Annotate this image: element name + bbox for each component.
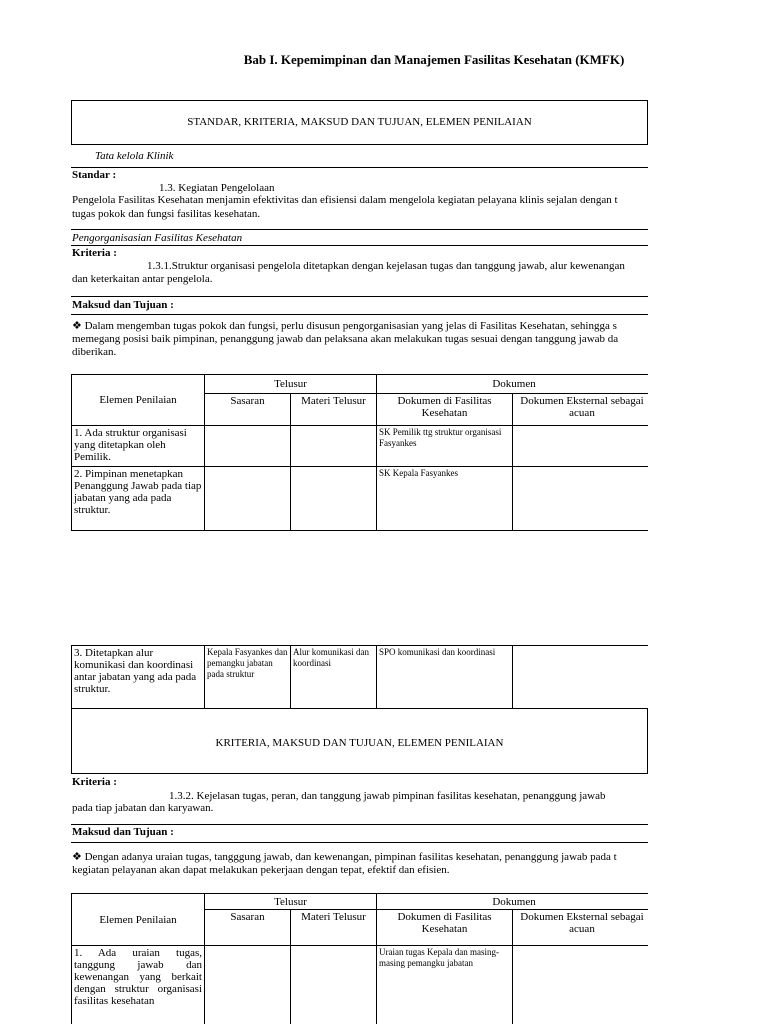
col-dokumen: Dokumen	[377, 894, 649, 910]
eksternal-cell	[513, 646, 649, 709]
kriteria-text-1: 1.3.1.Struktur organisasi pengelola ditetapkan dengan kejelasan tugas dan tanggung jawab, alur kewenangan	[147, 260, 625, 272]
maksud-2-text-1: ❖ Dengan adanya uraian tugas, tangggung jawab, dan kewenangan, pimpinan fasilitas kesehatan, penanggung jawab pada t	[72, 851, 617, 863]
col-dokumen: Dokumen	[377, 375, 649, 394]
maksud-text-2: memegang posisi baik pimpinan, penanggung jawab dan pelaksana akan melakukan tugas sesuai dengan tanggung jawab da	[72, 333, 619, 345]
tata-kelola-heading: Tata kelola Klinik	[95, 150, 174, 162]
col-telusur: Telusur	[205, 894, 377, 910]
maksud-text-1: ❖ Dalam mengemban tugas pokok dan fungsi, perlu disusun pengorganisasian yang jelas di Fasilitas Kesehatan, sehingga s	[72, 320, 617, 332]
section-1-header: STANDAR, KRITERIA, MAKSUD DAN TUJUAN, ELEMEN PENILAIAN	[187, 116, 532, 128]
col-dokumen-fasilitas: Dokumen di Fasilitas Kesehatan	[377, 394, 513, 426]
dokumen-cell: SK Kepala Fasyankes	[377, 467, 513, 531]
col-dokumen-fasilitas: Dokumen di Fasilitas Kesehatan	[377, 910, 513, 946]
section-2-header: KRITERIA, MAKSUD DAN TUJUAN, ELEMEN PENILAIAN	[215, 737, 504, 749]
col-dokumen-eksternal: Dokumen Eksternal sebagai acuan	[513, 910, 649, 946]
document-title: Bab I. Kepemimpinan dan Manajemen Fasilitas Kesehatan (KMFK)	[243, 52, 625, 67]
section-2	[71, 645, 648, 1024]
kriteria-2-text-2: pada tiap jabatan dan karyawan.	[72, 802, 214, 814]
pengorganisasian-heading: Pengorganisasian Fasilitas Kesehatan	[72, 232, 243, 244]
elemen-cell: 1. Ada uraian tugas, tanggung jawab dan kewenangan yang berkait dengan struktur organisasi fasilitas kesehatan	[72, 946, 205, 1024]
eksternal-cell	[513, 426, 649, 467]
elemen-cell: 3. Ditetapkan alur komunikasi dan koordinasi antar jabatan yang ada pada struktur.	[72, 646, 205, 709]
col-telusur: Telusur	[205, 375, 377, 394]
materi-cell	[291, 946, 377, 1024]
sasaran-cell	[205, 426, 291, 467]
table-row	[72, 946, 649, 1024]
col-materi-telusur: Materi Telusur	[291, 394, 377, 426]
sasaran-cell	[205, 946, 291, 1024]
table-row	[72, 646, 649, 709]
elemen-cell: 2. Pimpinan menetapkan Penanggung Jawab pada tiap jabatan yang ada pada struktur.	[72, 467, 205, 531]
table-row	[72, 467, 649, 531]
elemen-penilaian-table-1-continued	[71, 645, 648, 709]
eksternal-cell	[513, 467, 649, 531]
elemen-penilaian-table-1	[71, 374, 648, 531]
maksud-label: Maksud dan Tujuan :	[72, 299, 174, 311]
materi-cell: Alur komunikasi dan koordinasi	[291, 646, 377, 709]
col-elemen-penilaian: Elemen Penilaian	[72, 375, 205, 426]
col-sasaran: Sasaran	[205, 910, 291, 946]
maksud-text-3: diberikan.	[72, 346, 117, 358]
materi-cell	[291, 467, 377, 531]
col-elemen-penilaian: Elemen Penilaian	[72, 894, 205, 946]
materi-cell	[291, 426, 377, 467]
table-row	[72, 426, 649, 467]
dokumen-cell: SPO komunikasi dan koordinasi	[377, 646, 513, 709]
sasaran-cell	[205, 467, 291, 531]
col-sasaran: Sasaran	[205, 394, 291, 426]
sasaran-cell: Kepala Fasyankes dan pemangku jabatan pada struktur	[205, 646, 291, 709]
elemen-cell: 1. Ada struktur organisasi yang ditetapkan oleh Pemilik.	[72, 426, 205, 467]
col-materi-telusur: Materi Telusur	[291, 910, 377, 946]
elemen-penilaian-table-2	[71, 893, 648, 1024]
eksternal-cell	[513, 946, 649, 1024]
kriteria-text-2: dan keterkaitan antar pengelola.	[72, 273, 213, 285]
col-dokumen-eksternal: Dokumen Eksternal sebagai acuan	[513, 394, 649, 426]
maksud-2-label: Maksud dan Tujuan :	[72, 826, 174, 838]
dokumen-cell: Uraian tugas Kepala dan masing-masing pemangku jabatan	[377, 946, 513, 1024]
kriteria-label: Kriteria :	[72, 247, 117, 259]
maksud-2-text-2: kegiatan pelayanan akan dapat melakukan pekerjaan dengan tepat, efektif dan efisien.	[72, 864, 450, 876]
standar-label: Standar :	[72, 169, 117, 181]
standar-text-2: tugas pokok dan fungsi fasilitas kesehatan.	[72, 208, 261, 220]
kriteria-2-text-1: 1.3.2. Kejelasan tugas, peran, dan tanggung jawab pimpinan fasilitas kesehatan, penanggung jawab	[169, 790, 606, 802]
kriteria-2-label: Kriteria :	[72, 776, 117, 788]
standar-text-1: Pengelola Fasilitas Kesehatan menjamin efektivitas dan efisiensi dalam mengelola kegiatan pelayana klinis sejalan dengan t	[72, 194, 618, 206]
dokumen-cell: SK Pemilik ttg struktur organisasi Fasyankes	[377, 426, 513, 467]
section-1	[71, 100, 648, 532]
standar-number: 1.3. Kegiatan Pengelolaan	[159, 182, 275, 194]
